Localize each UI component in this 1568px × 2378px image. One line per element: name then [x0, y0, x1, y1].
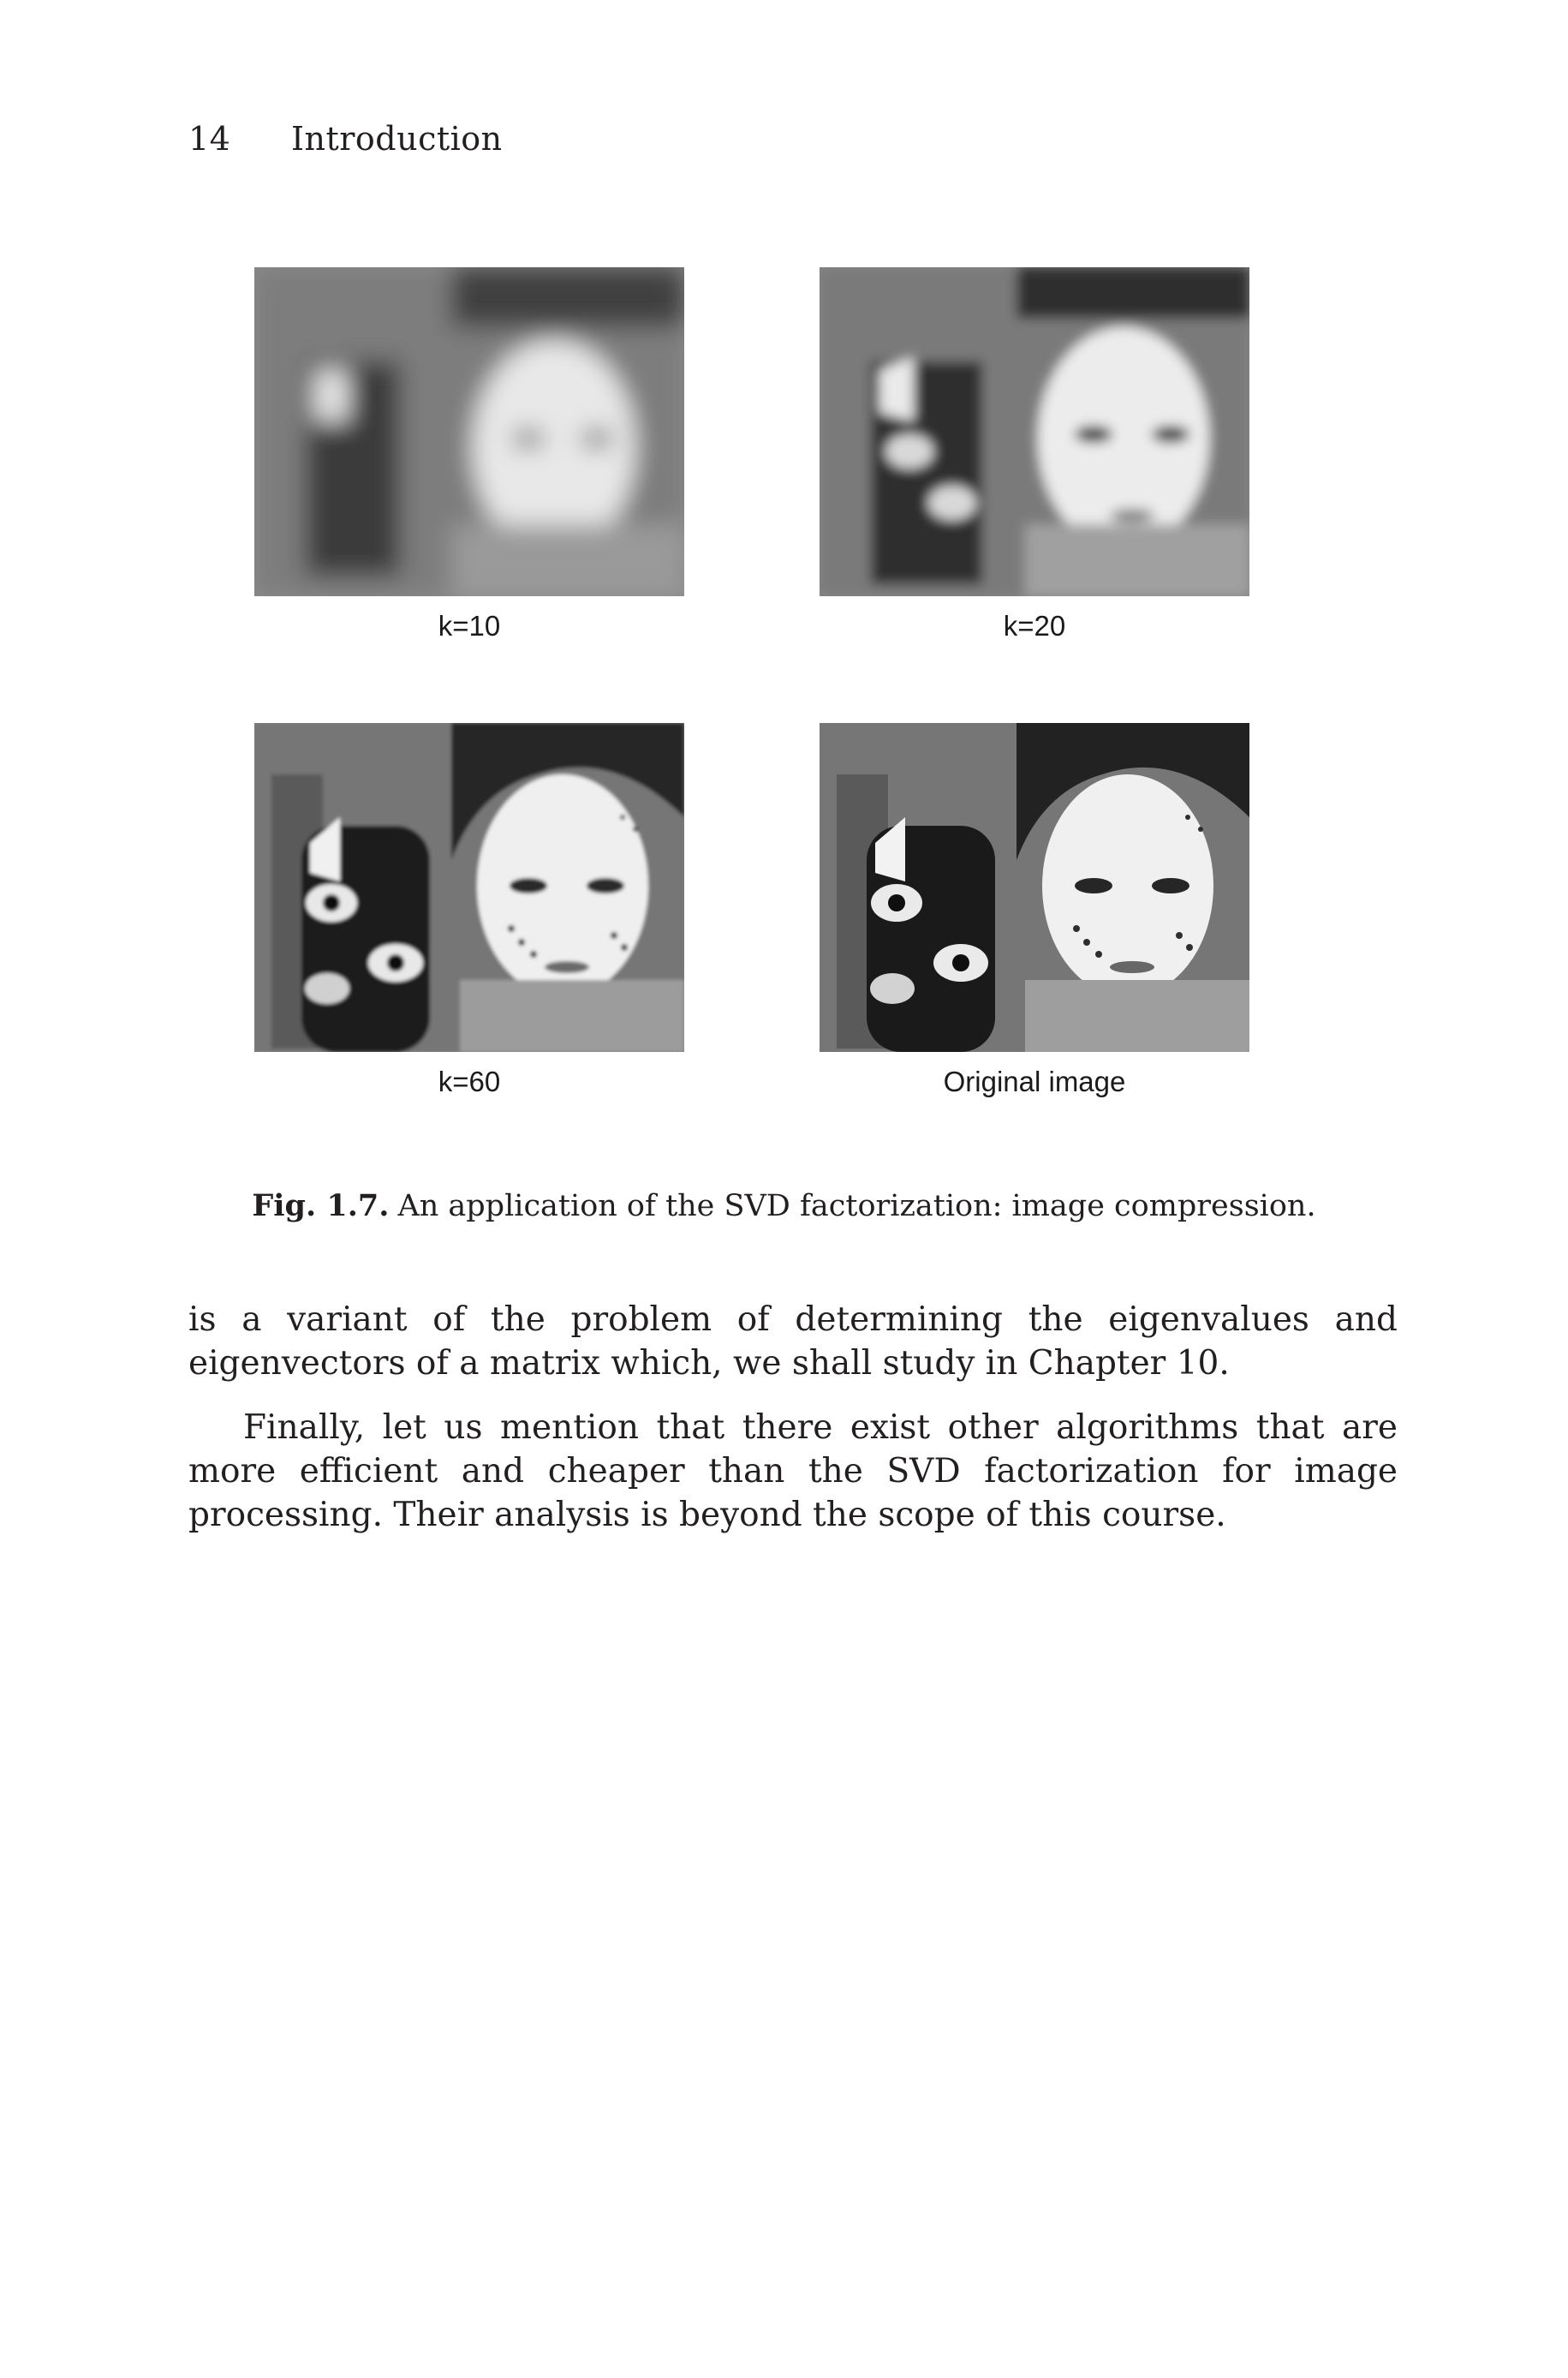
figure-caption — [0, 1188, 1568, 1223]
body-paragraph-2 — [188, 1406, 1398, 1537]
original-image — [820, 723, 1249, 1052]
panel-label-original: Original image — [943, 1066, 1126, 1097]
panel-label-k60: k=60 — [438, 1066, 501, 1097]
figure-panel-original — [820, 723, 1249, 1052]
figure-caption-text: An application of the SVD factorization: image compression. — [397, 1189, 1316, 1223]
panel-label-k20: k=20 — [1003, 610, 1066, 642]
compressed-image-k10 — [254, 267, 684, 596]
page-number: 14 — [188, 120, 231, 158]
figure-number: Fig. 1.7. — [252, 1188, 390, 1223]
running-header — [188, 120, 503, 158]
compressed-image-k60 — [254, 723, 684, 1052]
paragraph-1-text: is a variant of the problem of determining the eigenvalues and eigenvectors of a matrix which, we shall study in Chapter 10. — [188, 1300, 1398, 1383]
compressed-image-k20 — [820, 267, 1249, 596]
figure-panel-k60 — [254, 723, 684, 1052]
paragraph-2-text: Finally, let us mention that there exist other algorithms that are more efficient and cheaper than the SVD factorization for image processing. Their analysis is beyond the scope of this course. — [188, 1408, 1398, 1534]
figure-panel-k20 — [820, 267, 1249, 596]
figure-panel-k10 — [254, 267, 684, 596]
body-paragraph-1 — [188, 1298, 1398, 1385]
panel-label-k10: k=10 — [438, 610, 501, 642]
section-title: Introduction — [291, 120, 503, 158]
